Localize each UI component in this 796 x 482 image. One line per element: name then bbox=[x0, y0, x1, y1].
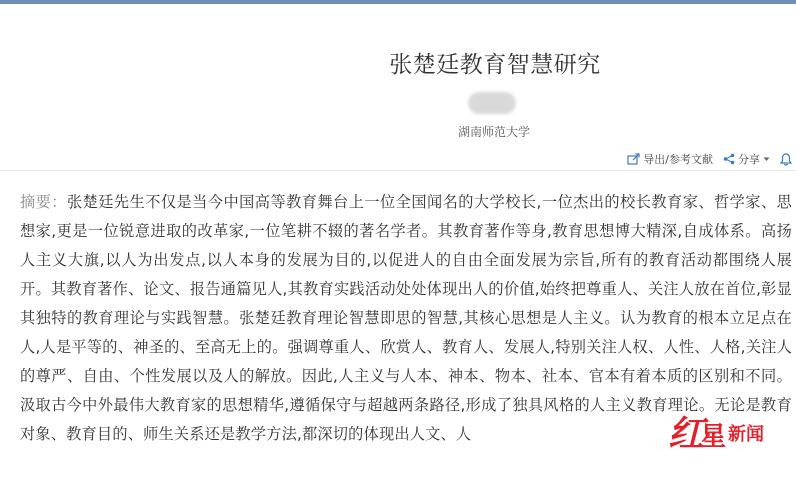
share-label: 分享 bbox=[738, 153, 760, 166]
author-organization[interactable]: 湖南师范大学 bbox=[457, 125, 530, 139]
author-name-blurred[interactable] bbox=[468, 92, 516, 114]
red-star-news-watermark bbox=[668, 413, 765, 455]
chevron-down-icon bbox=[763, 157, 770, 162]
abstract-text: 张楚廷先生不仅是当今中国高等教育舞台上一位全国闻名的大学校长,一位杰出的校长教育家、哲学家、思想家,更是一位锐意进取的改革家,一位笔耕不辍的著名学者。其教育著作等身,教育思想博大精深,自成体系。高扬人主义大旗,以人为出发点,以人本身的发展为目的,以促进人的自由全面发展为宗旨,所有的教育活动都围绕人展开。其教育著作、论文、报告通篇见人,其教育实践活动处处体现出人的价值,始终把尊重人、关注人放在首位,彰显其独特的教育理论与实践智慧。张楚廷教育理论智慧即思的智慧,其核心思想是人主义。认为教育的根本立足点在人,人是平等的、神圣的、至高无上的。强调尊重人、欣赏人、教育人、发展人,特别关注人权、人性、人格,关注人的尊严、自由、个性发展以及人的解放。因此,人主义与人本、神本、物本、社本、官本有着本质的区别和不同。汲取古今中外最伟大教育家的思想精华,遵循保守与超越两条路径,形成了独具风格的人主义教育理论。无论是教育对象、教育目的、师生关系还是教学方法,都深切的体现出人文、人 bbox=[20, 193, 792, 443]
export-reference-label: 导出/参考文献 bbox=[643, 153, 713, 166]
bell-icon bbox=[780, 153, 792, 166]
export-icon bbox=[627, 153, 640, 165]
paper-toolbar bbox=[627, 150, 792, 168]
header-divider bbox=[0, 170, 796, 171]
watermark-char-hong: 红 bbox=[668, 413, 705, 455]
share-button[interactable] bbox=[723, 151, 770, 167]
export-reference-button[interactable] bbox=[627, 151, 713, 167]
watermark-char-xing: 星 bbox=[700, 422, 727, 452]
paper-title: 张楚廷教育智慧研究 bbox=[389, 52, 601, 78]
abstract-label: 摘要： bbox=[20, 193, 67, 211]
share-icon bbox=[723, 153, 735, 165]
watermark-news: 新闻 bbox=[728, 424, 765, 445]
paper-header bbox=[0, 4, 796, 142]
notification-button[interactable] bbox=[780, 153, 792, 166]
abstract-section bbox=[20, 188, 792, 449]
